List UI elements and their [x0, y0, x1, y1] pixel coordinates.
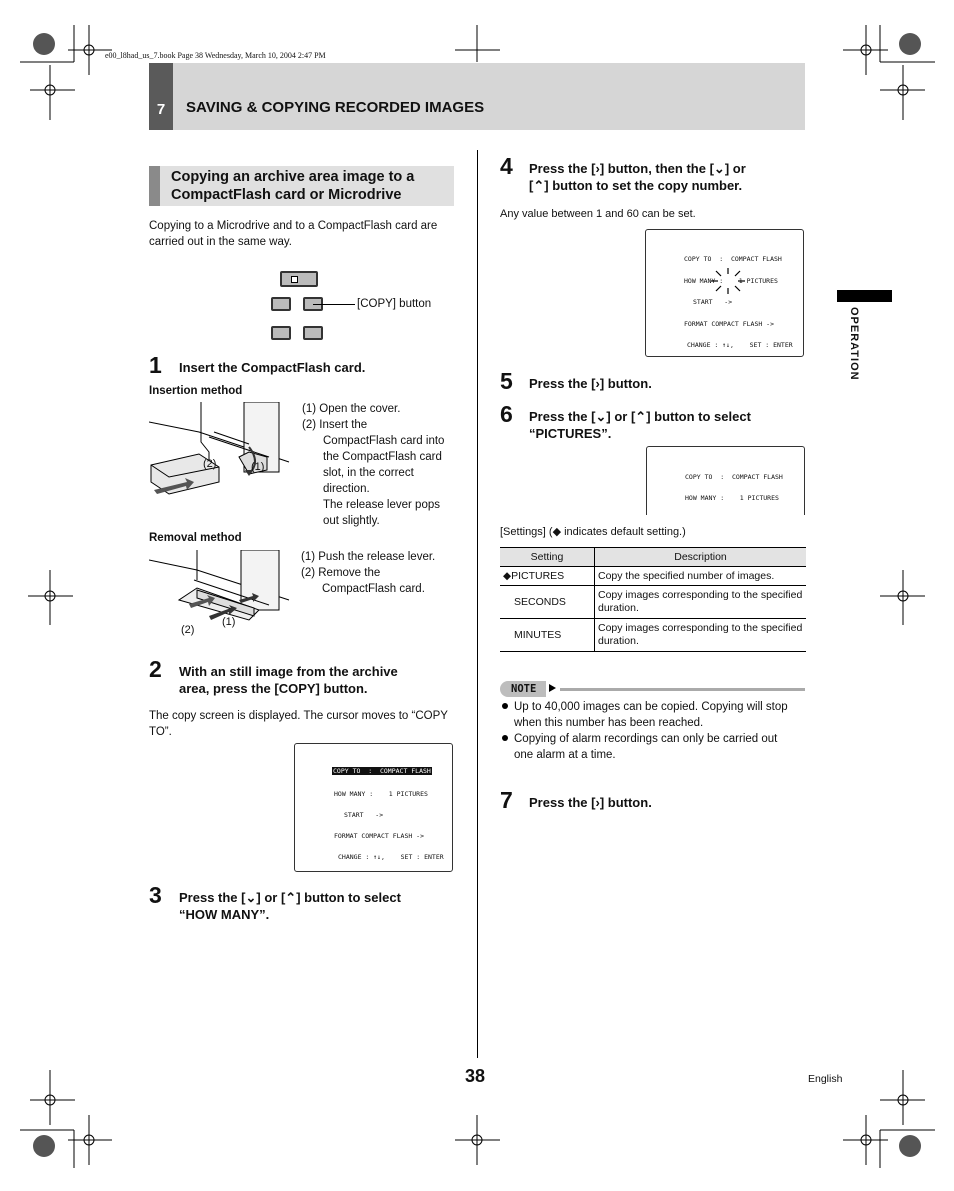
how-many-row: HOW MANY : 1 PICTURES: [334, 790, 428, 798]
panel-button-illustration: [303, 326, 323, 340]
description-cell: Copy images corresponding to the specified duration.: [595, 619, 807, 652]
format-row: FORMAT COMPACT FLASH ->: [684, 320, 775, 328]
table-row: [500, 567, 806, 586]
format-row: FORMAT COMPACT FLASH ->: [334, 832, 425, 840]
help-row: CHANGE : ↑↓, SET : ENTER: [338, 853, 444, 861]
start-row: START ->: [693, 298, 733, 306]
chapter-number: 7: [149, 63, 173, 130]
setting-cell: ◆PICTURES: [500, 567, 595, 586]
chevron-right-icon: ›: [595, 795, 600, 810]
settings-table: [500, 547, 806, 652]
language-label: English: [808, 1073, 843, 1085]
table-header: Description: [595, 548, 807, 567]
step-number: 1: [149, 352, 162, 378]
insertion-label-2: (2): [203, 458, 217, 470]
callout-line: [313, 304, 355, 305]
blink-highlight-icon: [711, 268, 745, 294]
step-description: Any value between 1 and 60 can be set.: [500, 208, 696, 220]
file-info: e00_l8had_us_7.book Page 38 Wednesday, March 10, 2004 2:47 PM: [105, 51, 326, 60]
chevron-down-icon: ⌄: [595, 409, 607, 424]
chevron-right-icon: ›: [595, 376, 600, 391]
section-title-bar: [149, 166, 160, 206]
how-many-row: HOW MANY : 1 PICTURES: [685, 494, 779, 502]
insertion-heading: Insertion method: [149, 385, 243, 397]
bullet-icon: [502, 703, 508, 709]
step-text: Press the [⌄] or [⌃] button to select “PICTURES”.: [529, 409, 751, 441]
intro-text: Copying to a Microdrive and to a CompactFlash card are carried out in the same way.: [149, 220, 438, 248]
removal-label-1: (1): [222, 616, 236, 628]
step-text: Press the [›] button, then the [⌄] or [⌃] button to set the copy number.: [529, 161, 746, 193]
help-row: CHANGE : ↑↓, SET : ENTER: [687, 341, 793, 349]
start-row: START ->: [344, 811, 384, 819]
settings-caption: [Settings] (◆ indicates default setting.): [500, 526, 686, 538]
step-number: 2: [149, 656, 162, 682]
how-many-row: HOW MANY : 1 PICTURES: [684, 277, 778, 285]
step-text: With an still image from the archive area, press the [COPY] button.: [179, 664, 398, 696]
chevron-right-icon: ›: [595, 161, 600, 176]
step-text: Insert the CompactFlash card.: [179, 360, 366, 375]
bullet-icon: [502, 735, 508, 741]
table-row: [500, 586, 806, 619]
column-divider: [477, 150, 478, 1058]
step-description: The copy screen is displayed. The cursor moves to “COPY TO”.: [149, 710, 448, 738]
step-number: 5: [500, 368, 513, 394]
removal-label-2: (2): [181, 624, 195, 636]
copy-button-label: [COPY] button: [357, 298, 432, 310]
triangle-right-icon: [549, 684, 556, 692]
side-tab-marker: [837, 290, 892, 302]
note-label: NOTE: [511, 683, 537, 695]
section-title: Copying an archive area image to a CompactFlash card or Microdrive: [171, 169, 415, 203]
copy-screen-display: [294, 743, 453, 872]
chevron-down-icon: ⌄: [713, 161, 725, 176]
copy-to-row: COPY TO : COMPACT FLASH: [333, 767, 431, 775]
top-panel-button-illustration: [280, 271, 318, 287]
copy-to-row: COPY TO : COMPACT FLASH: [685, 473, 783, 481]
page-number: 38: [465, 1066, 486, 1086]
panel-button-illustration: [271, 326, 291, 340]
step-number: 7: [500, 787, 513, 813]
note-item: Up to 40,000 images can be copied. Copying will stop when this number has been reached.: [514, 701, 788, 729]
step-number: 3: [149, 882, 162, 908]
table-header-row: [500, 548, 806, 567]
removal-steps: (1) Push the release lever. (2) Remove the CompactFlash card.: [301, 551, 436, 595]
copy-to-row: COPY TO : COMPACT FLASH: [684, 255, 782, 263]
step-text: Press the [⌄] or [⌃] button to select “HOW MANY”.: [179, 890, 401, 922]
chapter-header-band: [149, 63, 805, 130]
step-text: Press the [›] button.: [529, 795, 652, 810]
insertion-label-1: (1): [251, 461, 265, 473]
table-row: [500, 619, 806, 652]
removal-heading: Removal method: [149, 532, 242, 544]
chevron-up-icon: ⌃: [285, 890, 297, 905]
chevron-up-icon: ⌃: [635, 409, 647, 424]
chevron-down-icon: ⌄: [245, 890, 257, 905]
table-header: Setting: [500, 548, 595, 567]
panel-button-illustration: [271, 297, 291, 311]
side-tab-label: OPERATION: [848, 307, 860, 381]
chapter-title: SAVING & COPYING RECORDED IMAGES: [186, 99, 485, 116]
step-text: Press the [›] button.: [529, 376, 652, 391]
chevron-up-icon: ⌃: [533, 178, 545, 193]
description-cell: Copy the specified number of images.: [595, 567, 807, 586]
setting-cell: MINUTES: [500, 619, 595, 652]
step-number: 4: [500, 153, 513, 179]
setting-cell: SECONDS: [500, 586, 595, 619]
insertion-illustration: [149, 402, 299, 497]
copy-number-screen-display: [645, 229, 804, 357]
note-rule: [560, 688, 805, 691]
note-item: Copying of alarm recordings can only be carried out one alarm at a time.: [514, 733, 778, 761]
description-cell: Copy images corresponding to the specified duration.: [595, 586, 807, 619]
pictures-screen-display: [646, 446, 805, 515]
step-number: 6: [500, 401, 513, 427]
insertion-steps: (1) Open the cover. (2) Insert the CompactFlash card into the CompactFlash card slot, in the correct direction. The release lever pops out slightly.: [302, 403, 445, 527]
